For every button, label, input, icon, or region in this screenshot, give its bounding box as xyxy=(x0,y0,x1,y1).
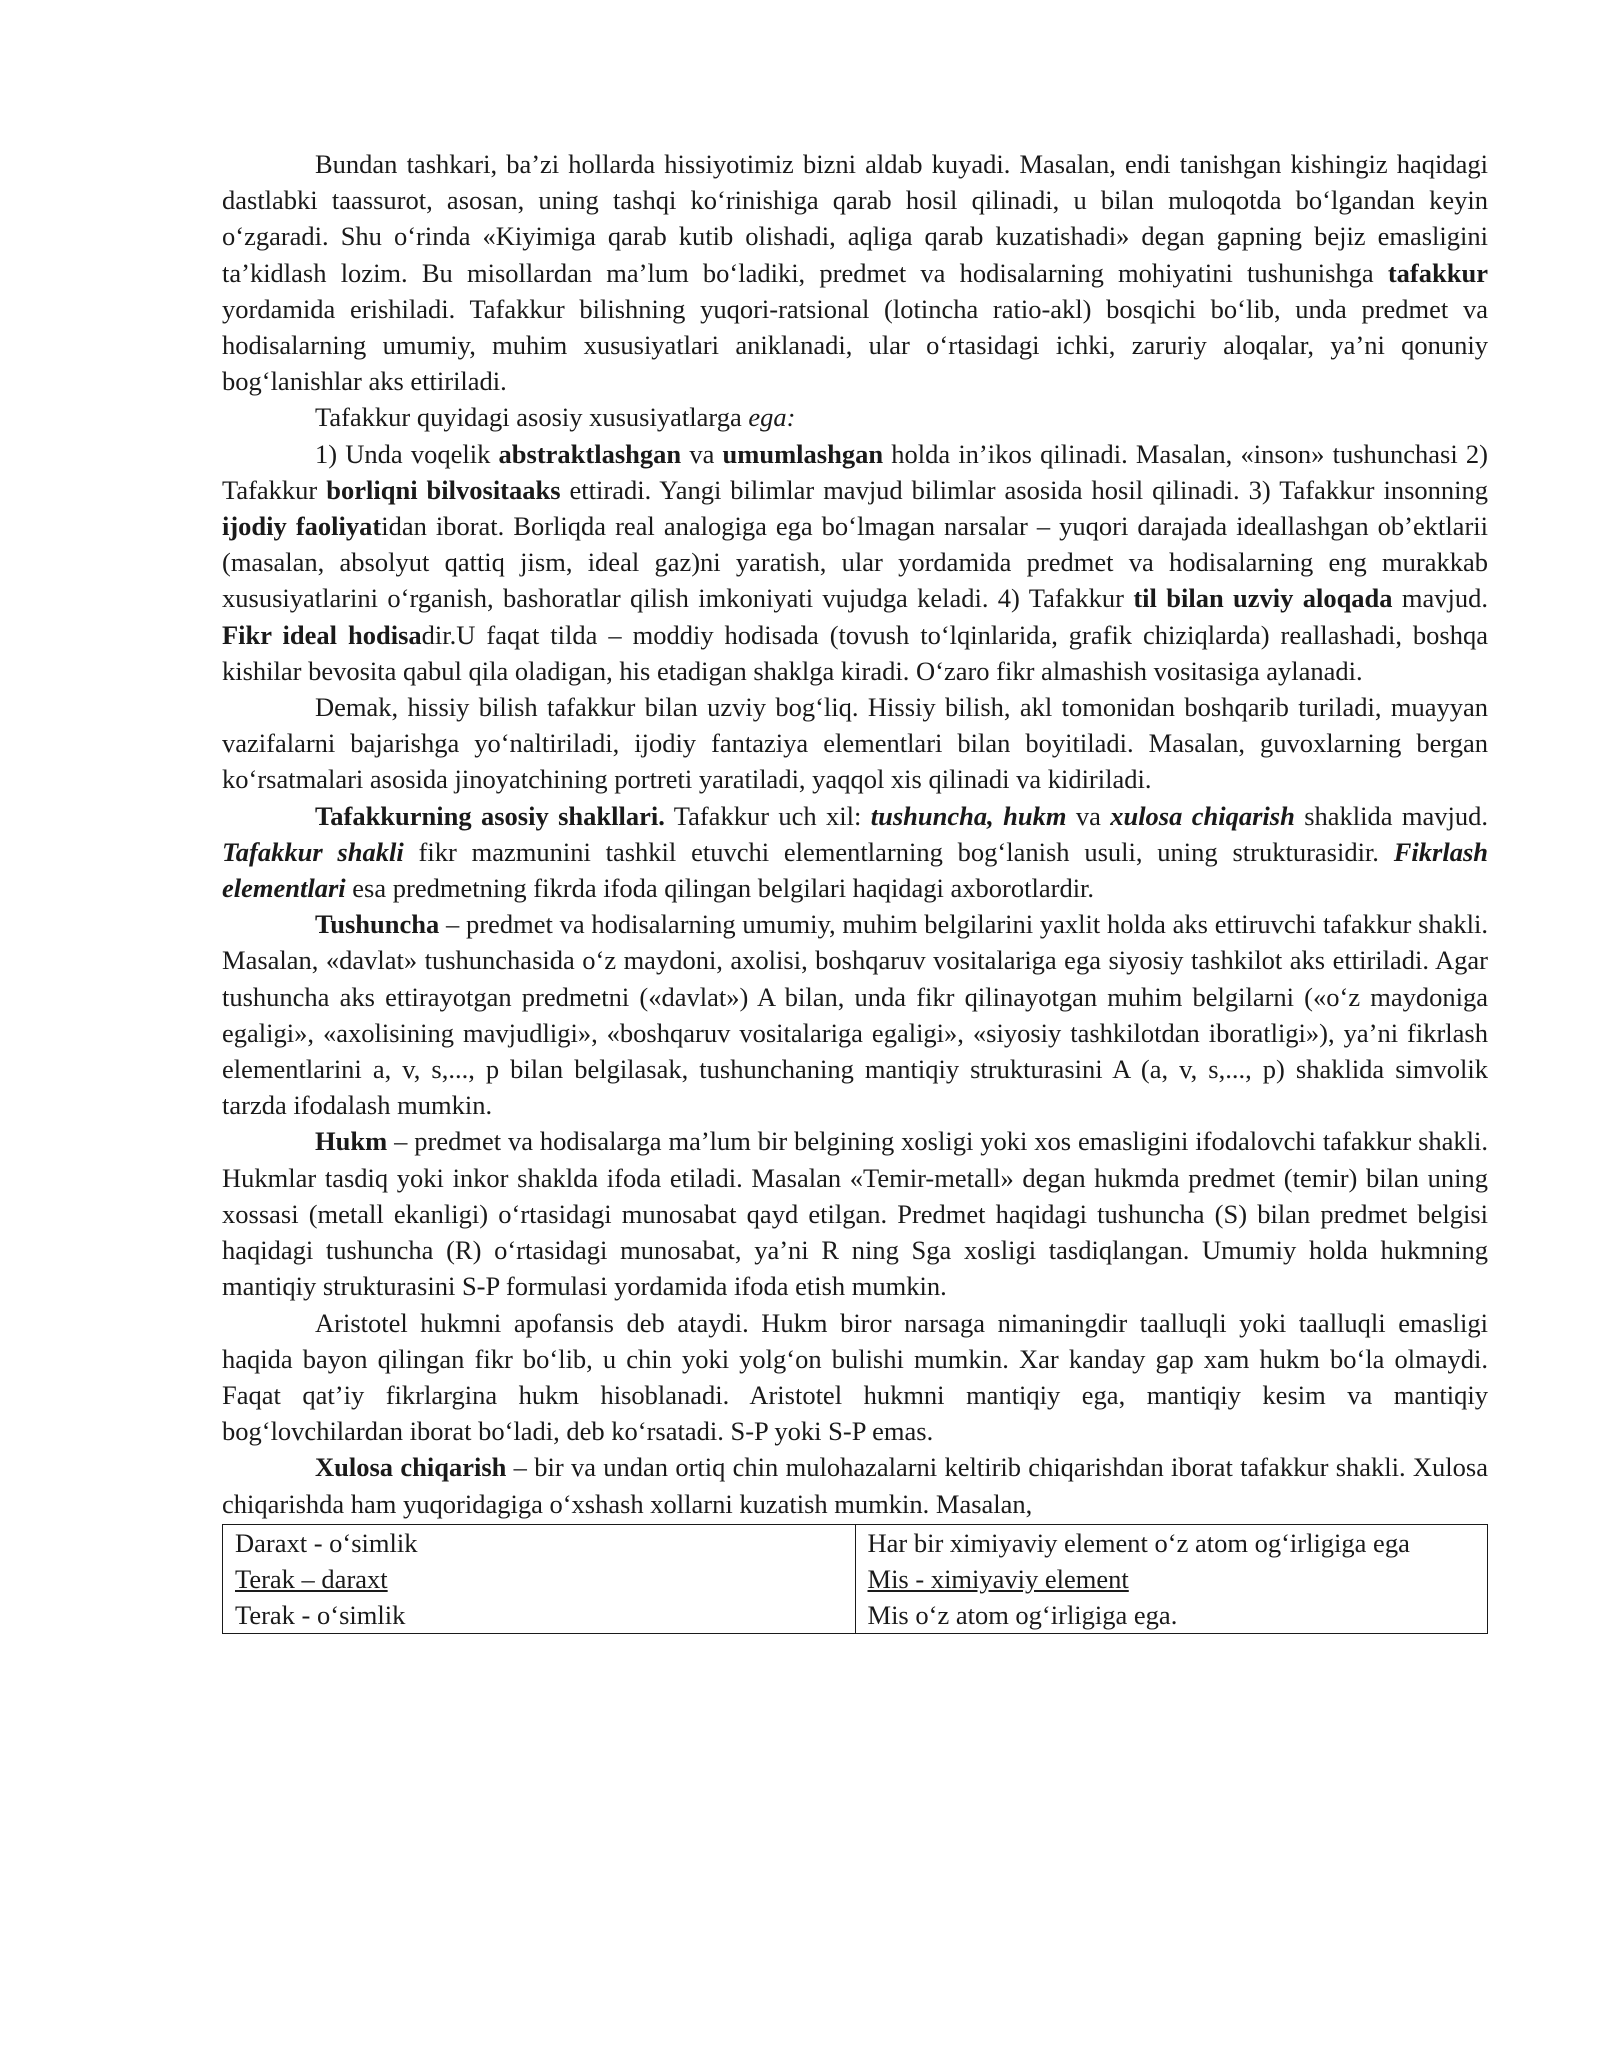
term-tafakkur: tafakkur xyxy=(1387,257,1488,288)
document-page xyxy=(222,146,1488,1634)
conclusion: Terak - o‘simlik xyxy=(235,1600,406,1631)
paragraph-tushuncha: Tushuncha – predmet va hodisalarning umumiy, muhim belgilarini yaxlit holda aks ettiruvchi tafakkur shakli. Masalan, «davlat» tushunchasida o‘z maydoni, axolisi, boshqaruv vositalariga ega siyosiy tashkilot aks ettiriladi. Agar tushuncha aks ettirayotgan predmetni («davlat») A bilan, unda fikr qilinayotgan muhim belgilarni («o‘z maydoniga egaligi», «axolisining mavjudligi», «boshqaruv vositalariga egaligi», «siyosiy tashkilotdan iboratligi»), ya’ni fikrlash elementlarini a, v, s,..., p bilan belgilasak, tushunchaning mantiqiy strukturasini A (a, v, s,..., p) shaklida simvolik tarzda ifodalash mumkin. xyxy=(222,909,1488,1121)
table-row xyxy=(223,1524,1488,1634)
paragraph-hukm: Hukm – predmet va hodisalarga ma’lum bir belgining xosligi yoki xos emasligini ifodalovchi tafakkur shakli. Hukmlar tasdiq yoki inkor shaklda ifoda etiladi. Masalan «Temir-metall» degan hukmda predmet (temir) bilan uning xossasi (metall ekanligi) o‘rtasidagi munosabat qayd etilgan. Predmet haqidagi tushuncha (S) bilan predmet belgisi haqidagi tushuncha (R) o‘rtasidagi munosabat, ya’ni R ning Sga xosligi tasdiqlangan. Umumiy holda hukmning mantiqiy strukturasini S-P formulasi yordamida ifoda etish mumkin. xyxy=(222,1126,1488,1302)
term-xulosa: Xulosa chiqarish xyxy=(315,1452,507,1483)
syllogism-left-cell xyxy=(223,1524,856,1634)
paragraph-sensory-cognition: Demak, hissiy bilish tafakkur bilan uzviy bog‘liq. Hissiy bilish, akl tomonidan boshqarib turiladi, muayyan vazifalarni bajarishga yo‘naltiriladi, ijodiy fantaziya elementlari bilan boyitiladi. Masalan, guvoxlarning bergan ko‘rsatmalari asosida jinoyatchining portreti yaratiladi, yaqqol xis qilinadi va kidiriladi. xyxy=(222,692,1488,795)
section-heading: Tafakkurning asosiy shakllari. xyxy=(315,800,665,831)
term-tushuncha: Tushuncha xyxy=(315,909,440,940)
premise-major: Har bir ximiyaviy element o‘z atom og‘irligiga ega xyxy=(867,1527,1410,1558)
term-hukm: Hukm xyxy=(315,1126,388,1157)
paragraph-properties-lead: Tafakkur quyidagi asosiy xususiyatlarga ega: xyxy=(315,402,796,433)
premise-minor: Mis - ximiyaviy element xyxy=(867,1563,1129,1594)
paragraph-xulosa: Xulosa chiqarish – bir va undan ortiq chin mulohazalarni keltirib chiqarishdan iborat tafakkur shakli. Xulosa chiqarishda ham yuqoridagiga o‘xshash xollarni kuzatish mumkin. Masalan, xyxy=(222,1452,1488,1519)
paragraph-intro: Bundan tashkari, ba’zi hollarda hissiyotimiz bizni aldab kuyadi. Masalan, endi tanishgan kishingiz haqidagi dastlabki taassurot, asosan, uning tashqi ko‘rinishiga qarab hosil qilinadi, u bilan muloqotda bo‘lgandan keyin o‘zgaradi. Shu o‘rinda «Kiyimiga qarab kutib olishadi, aqliga qarab kuzatishadi» degan gapning bejiz emasligini ta’kidlash lozim. Bu misollardan ma’lum bo‘ladiki, predmet va hodisalarning mohiyatini tushunishga tafakkur yordamida erishiladi. Tafakkur bilishning yuqori-ratsional (lotincha ratio-akl) bosqichi bo‘lib, unda predmet va hodisalarning umumiy, muhim xususiyatlari aniklanadi, ular o‘rtasidagi ichki, zaruriy aloqalar, ya’ni qonuniy bog‘lanishlar aks ettiriladi. xyxy=(222,149,1488,397)
premise-major: Daraxt - o‘simlik xyxy=(235,1527,418,1558)
paragraph-properties-list: 1) Unda voqelik abstraktlashgan va umumlashgan holda in’ikos qilinadi. Masalan, «inson» tushunchasi 2) Tafakkur borliqni bilvositaaks ettiradi. Yangi bilimlar mavjud bilimlar asosida hosil qilinadi. 3) Tafakkur insonning ijodiy faoliyatidan iborat. Borliqda real analogiga ega bo‘lmagan narsalar – yuqori darajada ideallashgan ob’ektlarii (masalan, absolyut qattiq jism, ideal gaz)ni yaratish, ular yordamida predmet va hodisalarning eng murakkab xususiyatlarini o‘rganish, bashoratlar qilish imkoniyati vujudga keladi. 4) Tafakkur til bilan uzviy aloqada mavjud. Fikr ideal hodisadir.U faqat tilda – moddiy hodisada (tovush to‘lqinlarida, grafik chiziqlarda) reallashadi, boshqa kishilar bevosita qabul qila oladigan, his etadigan shaklga kiradi. O‘zaro fikr almashish vositasiga aylanadi. xyxy=(222,438,1489,686)
premise-minor: Terak – daraxt xyxy=(235,1563,388,1594)
syllogism-table xyxy=(222,1524,1488,1635)
paragraph-forms-of-thinking: Tafakkurning asosiy shakllari. Tafakkur uch xil: tushuncha, hukm va xulosa chiqarish shaklida mavjud. Tafakkur shakli fikr mazmunini tashkil etuvchi elementlarning bog‘lanish usuli, uning strukturasidir. Fikrlash elementlari esa predmetning fikrda ifoda qilingan belgilari haqidagi axborotlardir. xyxy=(222,800,1488,904)
paragraph-aristotel: Aristotel hukmni apofansis deb ataydi. Hukm biror narsaga nimaningdir taalluqli yoki taalluqli emasligi haqida bayon qilingan fikr bo‘lib, u chin yoki yolg‘on bulishi mumkin. Xar kanday gap xam hukm bo‘la olmaydi. Faqat qat’iy fikrlargina hukm hisoblanadi. Aristotel hukmni mantiqiy ega, mantiqiy kesim va mantiqiy bog‘lovchilardan iborat bo‘ladi, deb ko‘rsatadi. S-P yoki S-P emas. xyxy=(222,1307,1488,1447)
conclusion: Mis o‘z atom og‘irligiga ega. xyxy=(867,1600,1178,1631)
syllogism-right-cell xyxy=(855,1524,1488,1634)
